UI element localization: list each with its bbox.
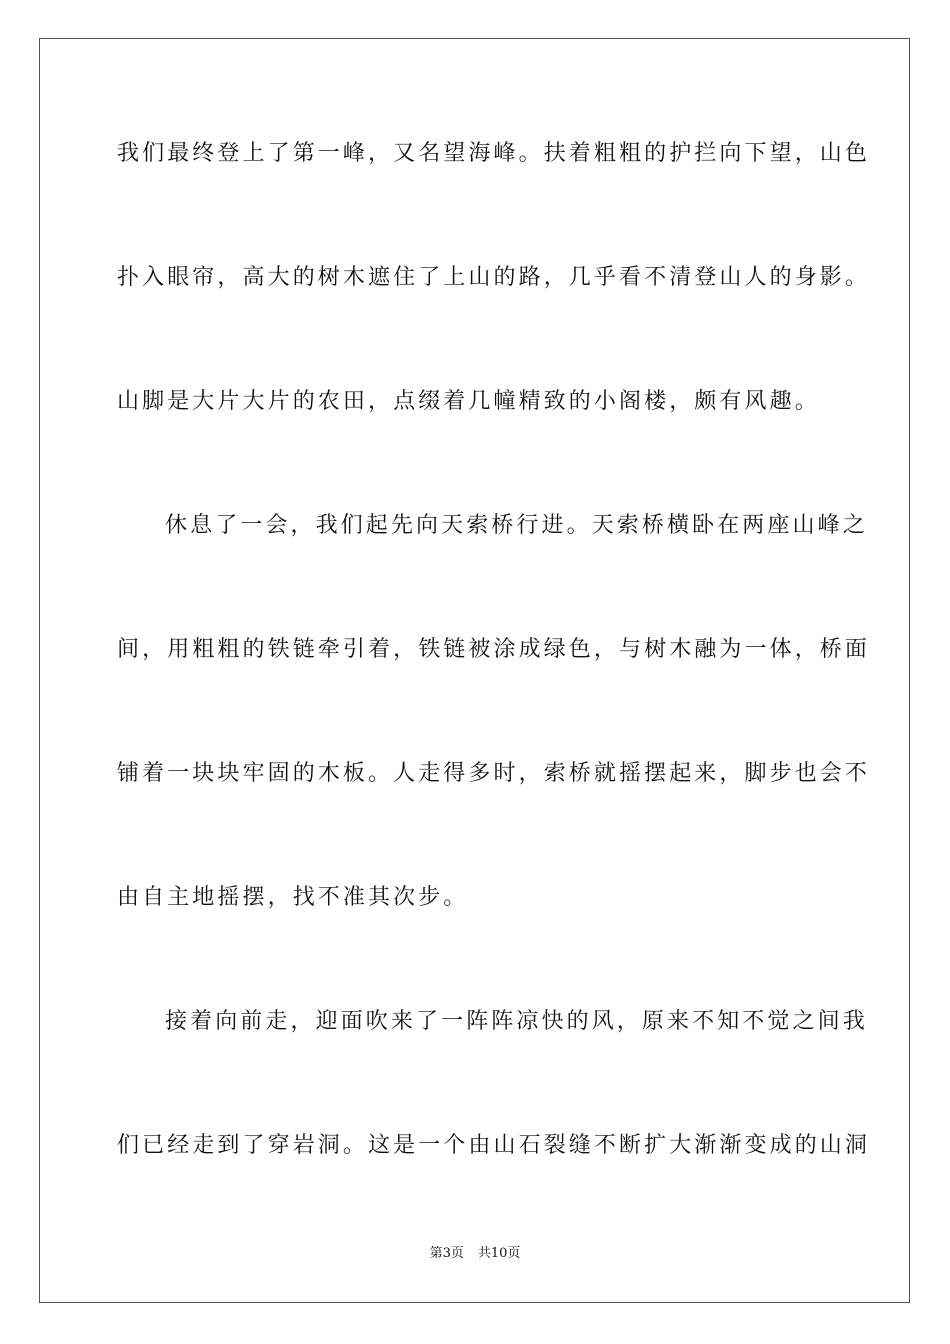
text-line: 们已经走到了穿岩洞。这是一个由山石裂缝不断扩大渐渐变成的山洞 bbox=[117, 1133, 871, 1158]
text-line: 由自主地摇摆，找不准其次步。 bbox=[117, 885, 469, 910]
text-line: 铺着一块块牢固的木板。人走得多时，索桥就摇摆起来，脚步也会不 bbox=[117, 761, 871, 786]
page-number: 第3页 bbox=[429, 1246, 464, 1261]
page-total: 共10页 bbox=[477, 1246, 521, 1261]
page-footer bbox=[0, 1245, 950, 1263]
paragraph-first-line: 接着向前走，迎面吹来了一阵阵凉快的风，原来不知不觉之间我 bbox=[165, 1009, 868, 1034]
text-line: 扑入眼帘，高大的树木遮住了上山的路，几乎看不清登山人的身影。 bbox=[117, 265, 871, 290]
page-frame bbox=[39, 38, 910, 1303]
text-line: 我们最终登上了第一峰，又名望海峰。扶着粗粗的护拦向下望，山色 bbox=[117, 141, 871, 166]
paragraph-first-line: 休息了一会，我们起先向天索桥行进。天索桥横卧在两座山峰之 bbox=[165, 513, 868, 538]
text-line: 间，用粗粗的铁链牵引着，铁链被涂成绿色，与树木融为一体，桥面 bbox=[117, 637, 871, 662]
text-line: 山脚是大片大片的农田，点缀着几幢精致的小阁楼，颇有风趣。 bbox=[117, 389, 820, 414]
